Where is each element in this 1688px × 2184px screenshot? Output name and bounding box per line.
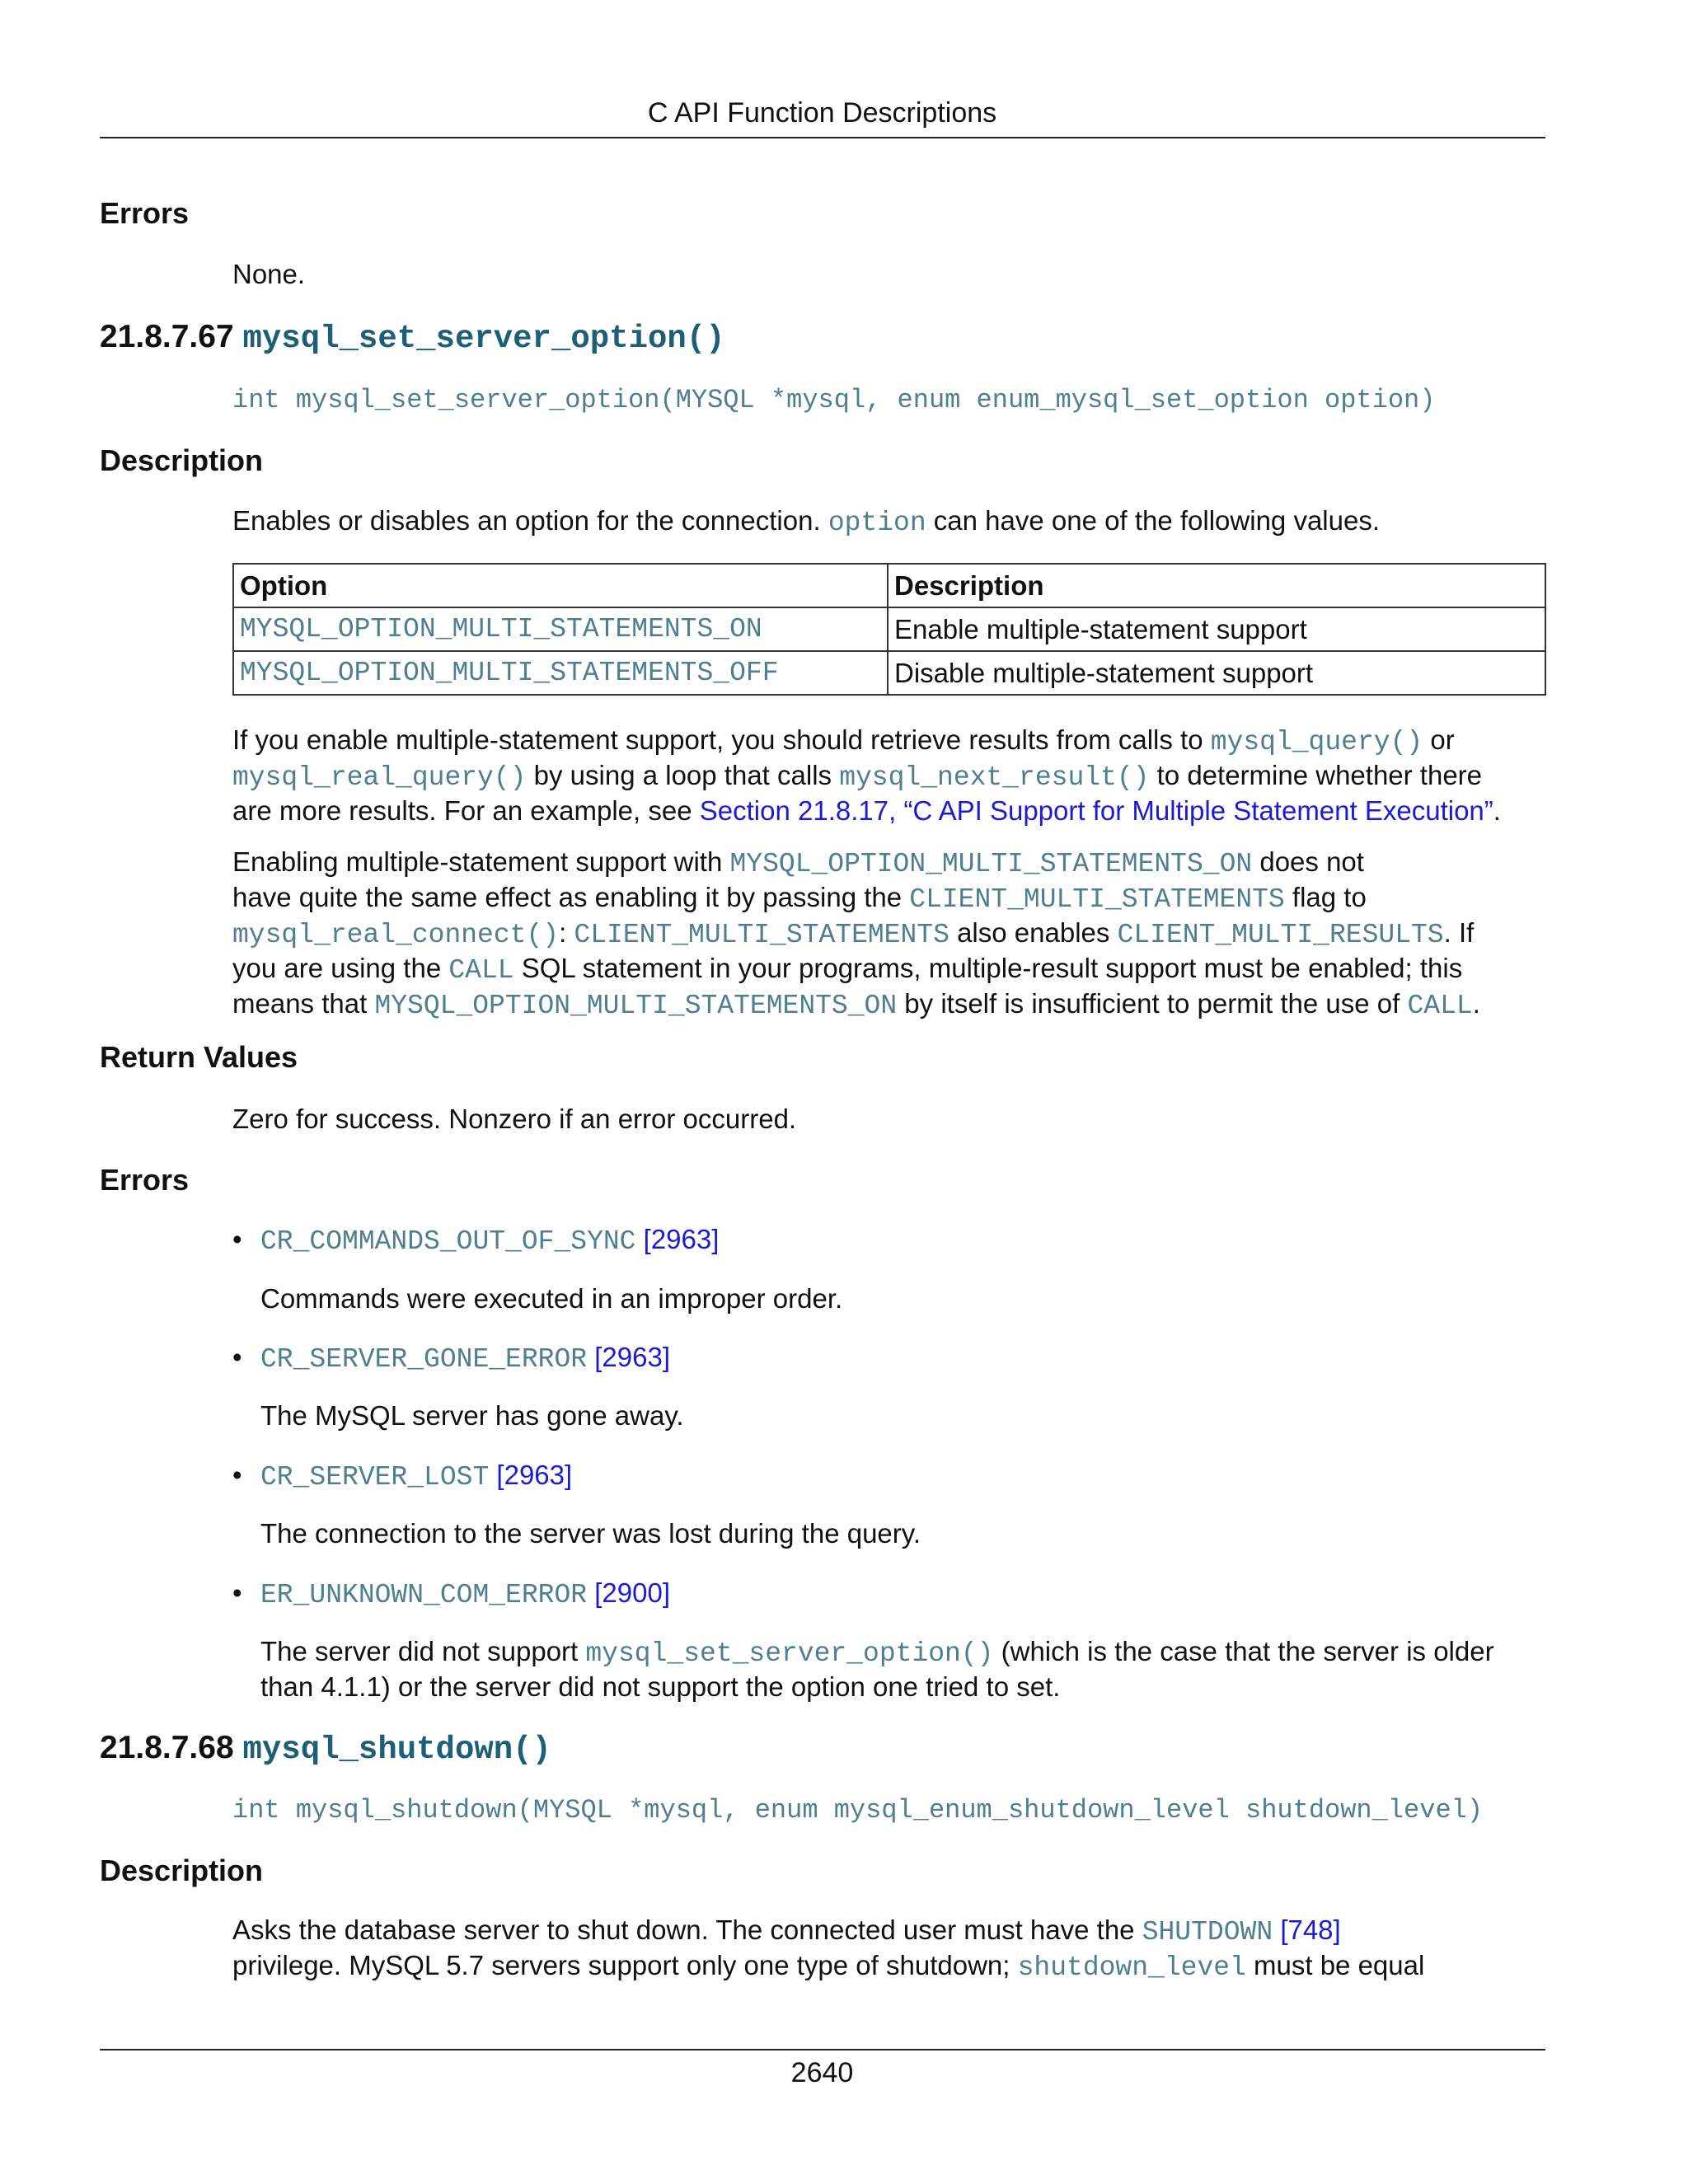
footer-rule [100, 2049, 1545, 2050]
link-error-code[interactable]: CR_SERVER_GONE_ERROR [260, 1344, 588, 1375]
link-error-code[interactable]: ER_UNKNOWN_COM_ERROR [260, 1580, 588, 1610]
options-table [232, 563, 1546, 696]
list-item: • CR_COMMANDS_OUT_OF_SYNC [2963] [232, 1224, 720, 1257]
column-header-description: Description [888, 564, 1545, 607]
function-signature: int mysql_set_server_option(MYSQL *mysql, enum enum_mysql_set_option option) [232, 385, 1436, 415]
link-mysql-query[interactable]: mysql_query() [1210, 727, 1423, 757]
link-error-ref[interactable]: [2900] [594, 1577, 670, 1608]
inline-code: MYSQL_OPTION_MULTI_STATEMENTS_ON [729, 849, 1253, 879]
return-values-heading: Return Values [100, 1040, 298, 1074]
option-cell: MYSQL_OPTION_MULTI_STATEMENTS_ON [233, 607, 888, 651]
header-rule [100, 137, 1545, 138]
table-row [233, 651, 1545, 695]
errors-heading: Errors [100, 1163, 190, 1197]
error-description: Commands were executed in an improper order. [260, 1283, 843, 1314]
link-mysql-set-server-option[interactable]: mysql_set_server_option() [585, 1638, 994, 1669]
description-heading: Description [100, 1854, 264, 1887]
section-heading-68 [100, 1730, 551, 1768]
error-description: The connection to the server was lost during the query. [260, 1518, 921, 1549]
link-error-code[interactable]: CR_COMMANDS_OUT_OF_SYNC [260, 1226, 636, 1257]
description-paragraph: Asks the database server to shut down. The connected user must have the SHUTDOWN [748] privilege. MySQL 5.7 servers support only one type of shutdown; shutdown_level must be equal [232, 1915, 1425, 1983]
description-cell: Enable multiple-statement support [888, 607, 1545, 651]
description-cell: Disable multiple-statement support [888, 651, 1545, 695]
link-call[interactable]: CALL [1407, 991, 1473, 1021]
list-item: • ER_UNKNOWN_COM_ERROR [2900] [232, 1577, 670, 1610]
page-number: 2640 [790, 2057, 854, 2088]
link-shutdown-privilege[interactable]: SHUTDOWN [1142, 1917, 1273, 1947]
column-header-option: Option [233, 564, 888, 607]
link-error-ref[interactable]: [2963] [643, 1224, 720, 1254]
section-number: 21.8.7.68 [100, 1730, 234, 1765]
inline-code: MYSQL_OPTION_MULTI_STATEMENTS_ON [374, 991, 898, 1021]
paragraph-multi-statement-2: Enabling multiple-statement support with MYSQL_OPTION_MULTI_STATEMENTS_ON does not have quite the same effect as enabling it by passing the CLIENT_MULTI_STATEMENTS flag to mysql_real_connect(): CLIENT_MULTI_STATEMENTS also enables CLIENT_MULTI_RESULTS. If you are using the CALL SQL statement in your programs, multiple-result support must be enabled; this means that MYSQL_OPTION_MULTI_STATEMENTS_ON by itself is insufficient to permit the use of CALL. [232, 846, 1480, 1021]
option-cell: MYSQL_OPTION_MULTI_STATEMENTS_OFF [233, 651, 888, 695]
error-description: The server did not support mysql_set_server_option() (which is the case that the server is older than 4.1.1) or the server did not support the option one tried to set. [260, 1636, 1494, 1702]
link-mysql-real-connect[interactable]: mysql_real_connect() [232, 920, 560, 950]
return-values-text: Zero for success. Nonzero if an error occurred. [232, 1104, 797, 1134]
inline-code: shutdown_level [1017, 1952, 1246, 1983]
link-mysql-real-query[interactable]: mysql_real_query() [232, 762, 527, 793]
link-section-21-8-17[interactable]: Section 21.8.17, “C API Support for Multiple Statement Execution” [699, 795, 1493, 826]
section-heading-67 [100, 319, 725, 357]
description-intro: Enables or disables an option for the connection. option can have one of the following values. [232, 505, 1381, 538]
link-error-code[interactable]: CR_SERVER_LOST [260, 1462, 490, 1493]
function-name: mysql_shutdown() [242, 1732, 551, 1768]
link-call[interactable]: CALL [448, 955, 514, 986]
link-privilege-ref[interactable]: [748] [1280, 1915, 1341, 1945]
section-number: 21.8.7.67 [100, 319, 234, 354]
list-item: • CR_SERVER_GONE_ERROR [2963] [232, 1342, 670, 1375]
errors-heading-top: Errors [100, 196, 190, 230]
description-heading: Description [100, 443, 264, 477]
error-description: The MySQL server has gone away. [260, 1400, 684, 1431]
running-header: C API Function Descriptions [647, 97, 997, 129]
function-name: mysql_set_server_option() [242, 321, 725, 357]
inline-code: CLIENT_MULTI_STATEMENTS [909, 884, 1285, 915]
inline-code: CLIENT_MULTI_STATEMENTS [574, 920, 950, 950]
list-item: • CR_SERVER_LOST [2963] [232, 1460, 573, 1493]
table-row [233, 607, 1545, 651]
inline-code: option [828, 508, 926, 538]
inline-code: CLIENT_MULTI_RESULTS [1117, 920, 1444, 950]
table-header-row [233, 564, 1545, 607]
link-error-ref[interactable]: [2963] [594, 1342, 670, 1372]
paragraph-multi-statement-1: If you enable multiple-statement support, you should retrieve results from calls to mysql_query() or mysql_real_query() by using a loop that calls mysql_next_result() to determine whether there are more results. For an example, see Section 21.8.17, “C API Support for Multiple Statement Execution”. [232, 724, 1501, 826]
link-error-ref[interactable]: [2963] [496, 1460, 573, 1490]
function-signature: int mysql_shutdown(MYSQL *mysql, enum mysql_enum_shutdown_level shutdown_level) [232, 1795, 1484, 1825]
link-mysql-next-result[interactable]: mysql_next_result() [839, 762, 1150, 793]
errors-none-text: None. [232, 259, 306, 289]
